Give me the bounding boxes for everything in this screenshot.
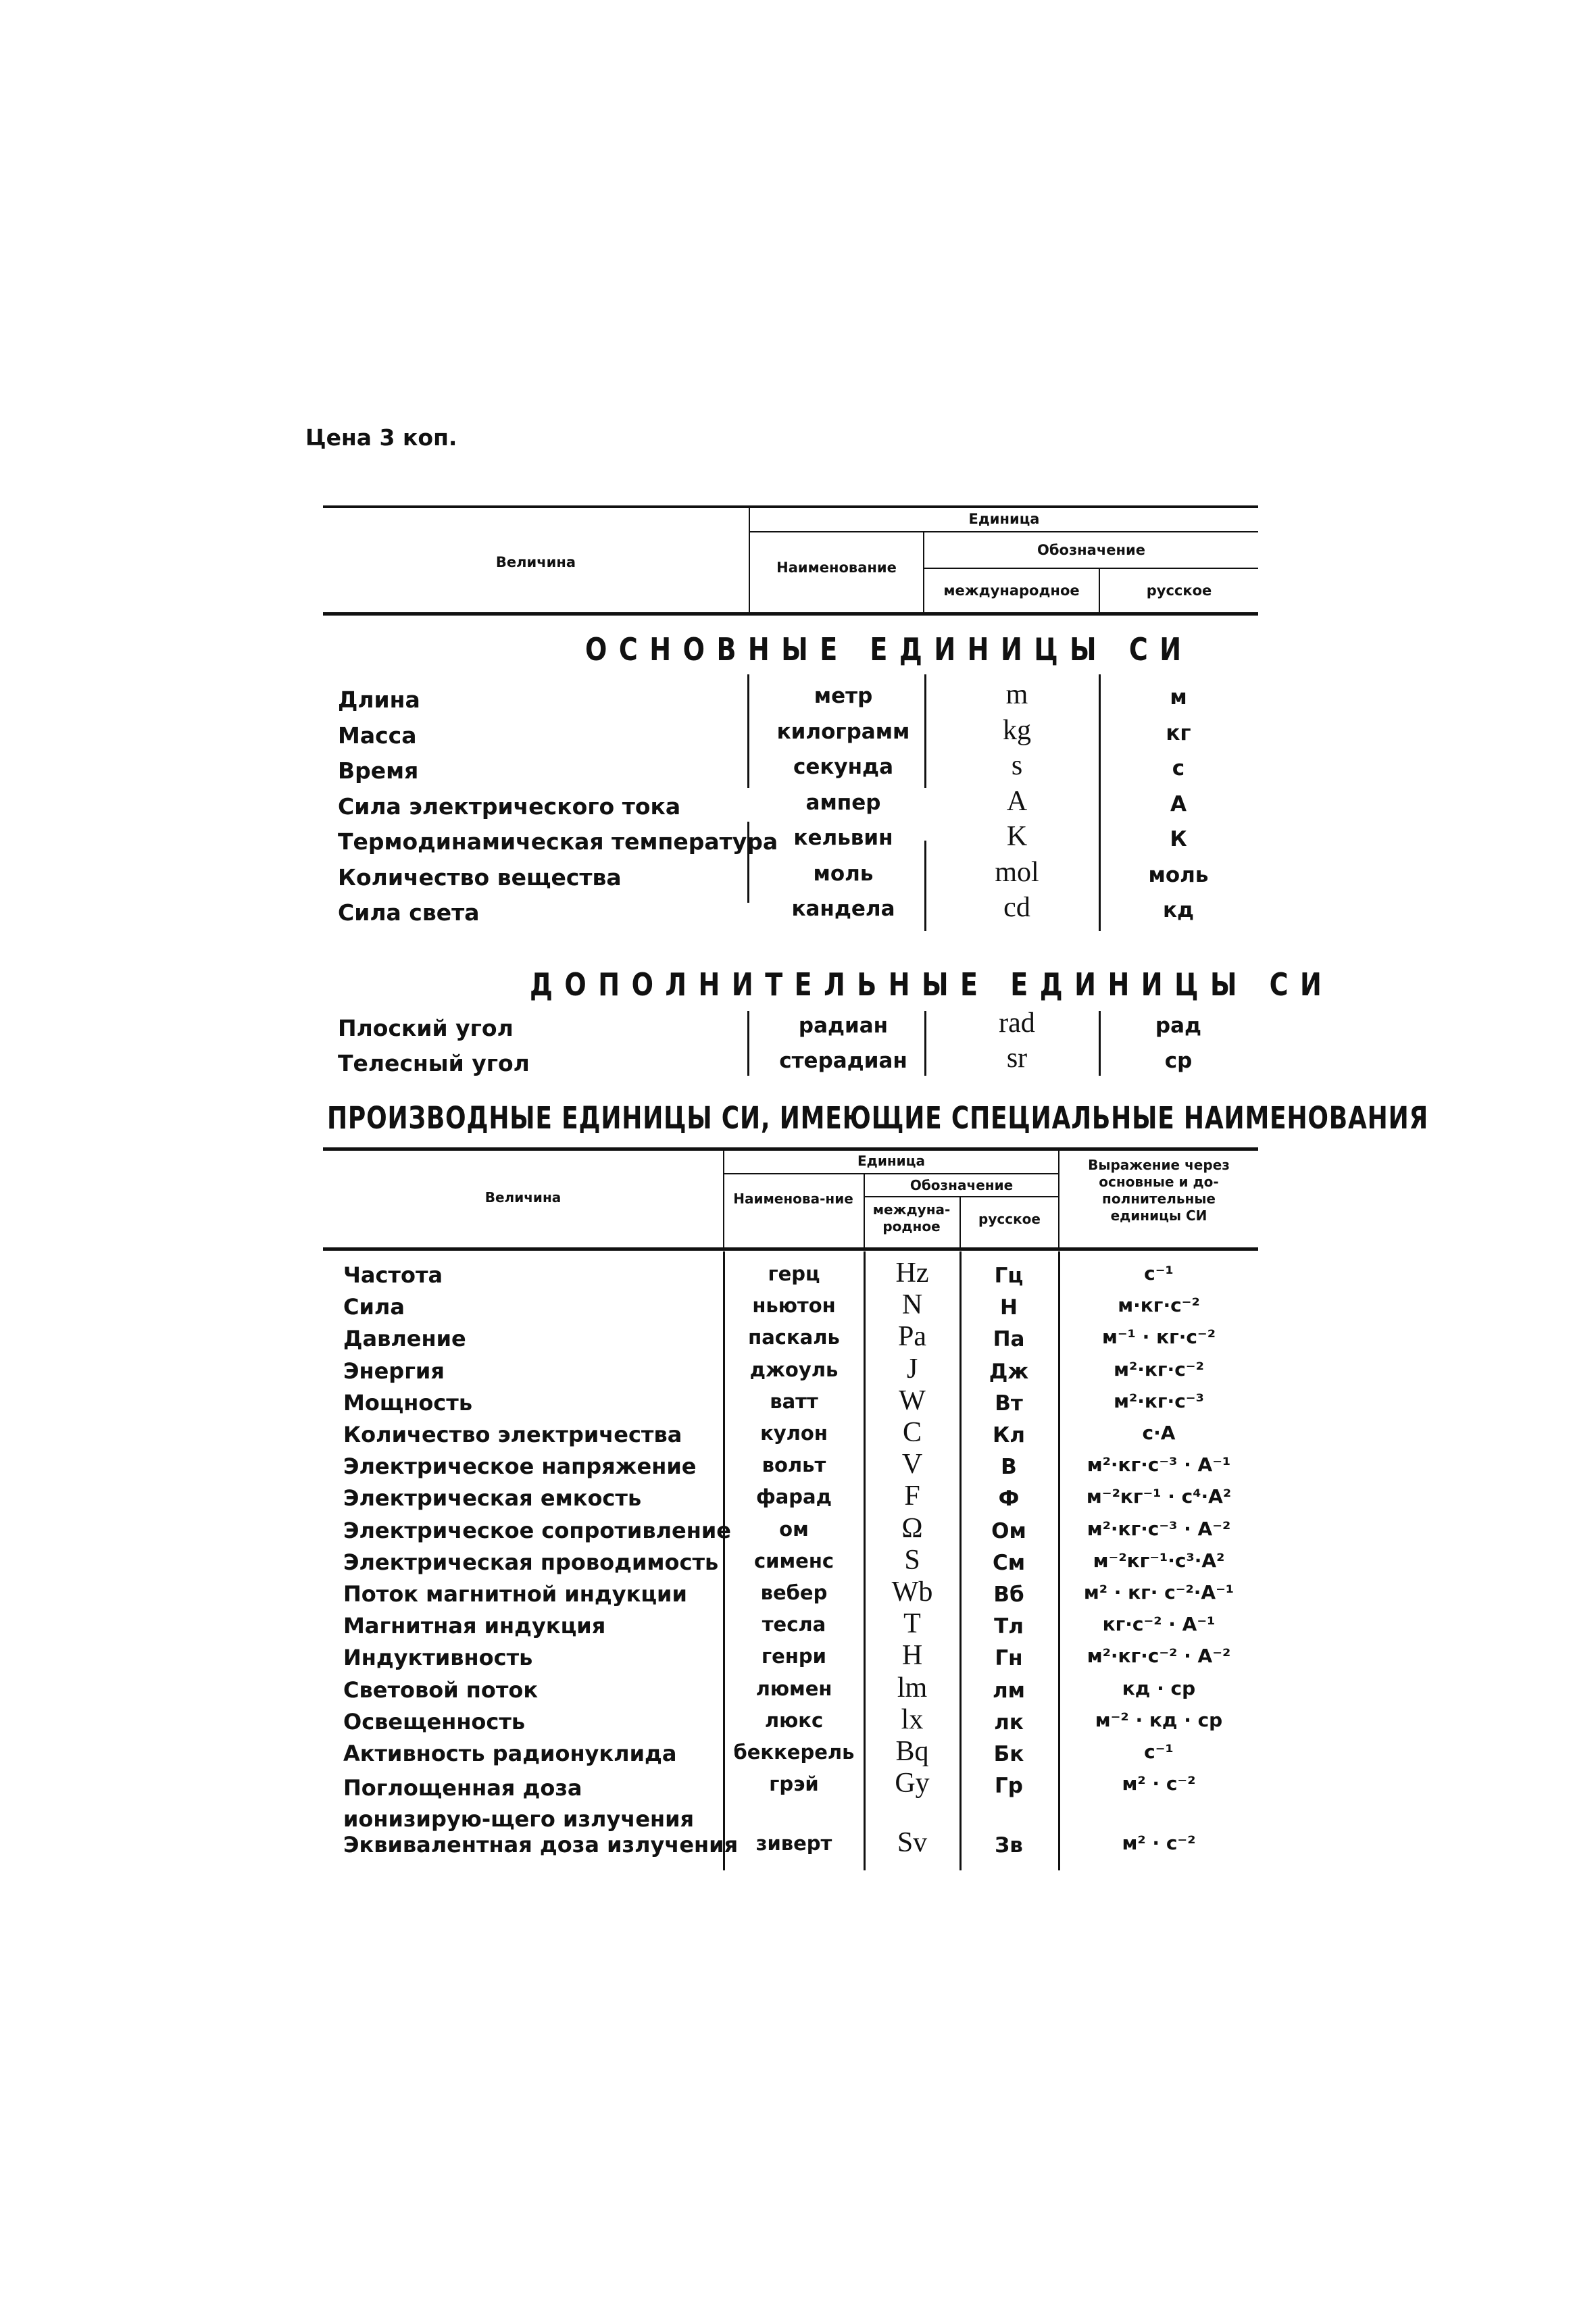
header-international: междуна-родное [872,1201,951,1235]
unit-name-cell: килограмм [776,719,910,744]
intl-symbol-cell: K [1006,821,1028,852]
expression-cell: с⁻¹ [1144,1262,1174,1285]
header-unit: Единица [857,1153,925,1169]
rus-symbol-cell: Гр [995,1774,1023,1799]
expression-cell: м²·кг·с⁻³ [1114,1389,1204,1412]
unit-name-cell: вебер [760,1581,828,1604]
quantity-cell: Количество электричества [343,1422,682,1447]
quantity-cell: Поглощенная доза ионизирую-щего излучения [343,1775,695,1833]
quantity-cell: Активность радионуклида [343,1741,677,1766]
rus-symbol-cell: Бк [993,1742,1024,1766]
unit-name-cell: кельвин [793,826,893,850]
intl-symbol-cell: Hz [895,1258,929,1289]
unit-name-cell: ом [779,1517,809,1541]
unit-name-cell: герц [768,1262,820,1285]
expression-cell: м⁻²кг⁻¹·с³·А² [1093,1549,1225,1572]
unit-name-cell: метр [814,684,873,708]
intl-symbol-cell: A [1006,785,1028,817]
intl-symbol-cell: m [1005,679,1028,710]
quantity-cell: Сила [343,1294,405,1320]
rus-symbol-cell: А [1170,791,1187,816]
quantity-cell: Телесный угол [338,1050,530,1076]
intl-symbol-cell: lm [897,1672,928,1703]
intl-symbol-cell: Sv [897,1827,928,1859]
rus-symbol-cell: Дж [989,1359,1029,1384]
intl-symbol-cell: Ω [901,1512,923,1544]
expression-cell: м² · с⁻² [1122,1832,1196,1855]
rus-symbol-cell: моль [1148,862,1209,887]
quantity-cell: Плоский угол [338,1015,514,1041]
rus-symbol-cell: кд [1162,898,1195,922]
unit-name-cell: люмен [755,1676,832,1700]
price-label: Цена 3 коп. [305,424,457,451]
rus-symbol-cell: Н [1000,1295,1018,1320]
unit-name-cell: ватт [770,1389,818,1413]
rus-symbol-cell: с [1172,756,1185,780]
unit-name-cell: генри [762,1645,826,1668]
quantity-cell: Сила электрического тока [338,793,681,820]
expression-cell: м² · кг· с⁻²·А⁻¹ [1083,1581,1235,1603]
expression-cell: кд · ср [1122,1676,1196,1699]
rus-symbol-cell: кг [1166,720,1191,745]
unit-name-cell: джоуль [749,1358,839,1381]
derived-units-title: ПРОИЗВОДНЫЕ ЕДИНИЦЫ СИ, ИМЕЮЩИЕ СПЕЦИАЛЬНЫЕ НАИМЕНОВАНИЯ [327,1100,1429,1136]
expression-cell: кг·с⁻² · А⁻¹ [1102,1613,1216,1636]
intl-symbol-cell: T [903,1608,921,1640]
quantity-cell: Световой поток [343,1676,539,1703]
unit-name-cell: радиан [798,1014,889,1038]
intl-symbol-cell: S [904,1544,920,1576]
expression-cell: м² · с⁻² [1122,1772,1196,1795]
unit-name-cell: сименс [753,1549,834,1572]
rus-symbol-cell: Вт [995,1391,1023,1416]
rus-symbol-cell: лк [994,1710,1024,1735]
rus-symbol-cell: Гн [995,1646,1023,1671]
unit-name-cell: ньютон [752,1294,836,1318]
rus-symbol-cell: Вб [993,1583,1024,1607]
intl-symbol-cell: Bq [895,1736,929,1767]
quantity-cell: Давление [343,1326,466,1352]
rus-symbol-cell: К [1170,827,1187,851]
unit-name-cell: беккерель [733,1741,855,1764]
unit-name-cell: кандела [791,897,895,921]
rus-symbol-cell: Ф [998,1487,1020,1512]
rus-symbol-cell: Ом [991,1518,1026,1543]
quantity-cell: Индуктивность [343,1645,533,1671]
unit-name-cell: моль [813,861,874,886]
intl-symbol-cell: s [1011,750,1023,781]
quantity-cell: Магнитная индукция [343,1613,606,1639]
rus-symbol-cell: рад [1155,1014,1202,1038]
intl-symbol-cell: V [901,1449,923,1480]
quantity-cell: Электрическая проводимость [343,1549,719,1575]
unit-name-cell: ампер [805,790,881,815]
quantity-cell: Количество вещества [338,864,622,891]
unit-name-cell: стерадиан [779,1049,907,1073]
unit-name-cell: кулон [760,1422,828,1445]
quantity-cell: Время [338,757,419,784]
quantity-cell: Электрическое сопротивление [343,1517,731,1543]
header-designation: Обозначение [909,1177,1014,1193]
quantity-cell: Мощность [343,1389,473,1416]
unit-name-cell: паскаль [748,1326,840,1349]
expression-cell: с⁻¹ [1144,1741,1174,1763]
rus-symbol-cell: См [992,1550,1026,1575]
expression-cell: м⁻¹ · кг·с⁻² [1102,1326,1216,1349]
header-quantity: Величина [484,1189,562,1205]
intl-symbol-cell: lx [901,1703,924,1735]
header-expression: Выражение через основные и до-полнительные единицы СИ [1088,1157,1230,1224]
intl-symbol-cell: J [906,1353,918,1385]
expression-cell: м²·кг·с⁻² [1114,1358,1204,1380]
intl-symbol-cell: H [901,1640,923,1672]
intl-symbol-cell: W [899,1385,926,1416]
header-international: международное [943,582,1080,599]
intl-symbol-cell: cd [1003,892,1030,923]
quantity-cell: Длина [338,687,420,713]
unit-name-cell: зиверт [755,1832,832,1856]
expression-cell: м⁻²кг⁻¹ · с⁴·А² [1086,1485,1232,1508]
rus-symbol-cell: м [1170,685,1187,710]
unit-name-cell: секунда [793,755,894,779]
expression-cell: м²·кг·с⁻² · А⁻² [1087,1645,1231,1668]
header-designation: Обозначение [1037,542,1145,558]
quantity-cell: Частота [343,1262,443,1288]
intl-symbol-cell: Gy [895,1768,930,1799]
intl-symbol-cell: C [902,1417,922,1448]
intl-symbol-cell: N [901,1289,923,1321]
unit-name-cell: вольт [762,1453,826,1477]
rus-symbol-cell: лм [992,1678,1026,1703]
header-name: Наименование [776,559,897,576]
section-supplementary-units: ДОПОЛНИТЕЛЬНЫЕ ЕДИНИЦЫ СИ [530,966,1334,1003]
quantity-cell: Сила света [338,899,480,926]
expression-cell: м⁻² · кд · ср [1095,1708,1223,1731]
quantity-cell: Электрическое напряжение [343,1453,697,1480]
unit-name-cell: люкс [764,1708,824,1732]
intl-symbol-cell: sr [1006,1043,1028,1074]
intl-symbol-cell: F [904,1480,920,1512]
rus-symbol-cell: ср [1164,1049,1193,1073]
rus-symbol-cell: Кл [992,1423,1026,1447]
intl-symbol-cell: kg [1003,714,1031,746]
header-name: Наименова-ние [733,1191,853,1207]
expression-cell: м²·кг·с⁻³ · А⁻¹ [1087,1453,1231,1476]
section-base-units: ОСНОВНЫЕ ЕДИНИЦЫ СИ [585,631,1193,668]
quantity-cell: Поток магнитной индукции [343,1581,687,1607]
intl-symbol-cell: Wb [891,1576,933,1608]
header-russian: русское [978,1211,1041,1227]
rus-symbol-cell: Гц [994,1264,1024,1288]
header-quantity: Величина [495,554,576,570]
header-unit: Единица [968,511,1040,527]
intl-symbol-cell: mol [995,856,1039,888]
unit-name-cell: фарад [755,1485,832,1509]
expression-cell: м·кг·с⁻² [1118,1294,1200,1317]
intl-symbol-cell: Pa [898,1321,926,1353]
quantity-cell: Освещенность [343,1708,526,1735]
intl-symbol-cell: rad [999,1007,1035,1039]
quantity-cell: Энергия [343,1358,445,1384]
expression-cell: м²·кг·с⁻³ · А⁻² [1087,1517,1231,1540]
rus-symbol-cell: Па [993,1327,1025,1352]
header-russian: русское [1146,582,1212,599]
rus-symbol-cell: В [1001,1455,1017,1480]
rus-symbol-cell: Зв [995,1833,1023,1858]
rus-symbol-cell: Тл [994,1614,1024,1639]
quantity-cell: Эквивалентная доза излучения [343,1832,739,1858]
quantity-cell: Термодинамическая температура [338,828,778,855]
si-derived-units-table [323,1147,1258,1870]
unit-name-cell: тесла [762,1613,826,1637]
quantity-cell: Электрическая емкость [343,1485,642,1512]
quantity-cell: Масса [338,722,417,749]
unit-name-cell: грэй [769,1772,819,1796]
expression-cell: с·А [1142,1422,1176,1444]
